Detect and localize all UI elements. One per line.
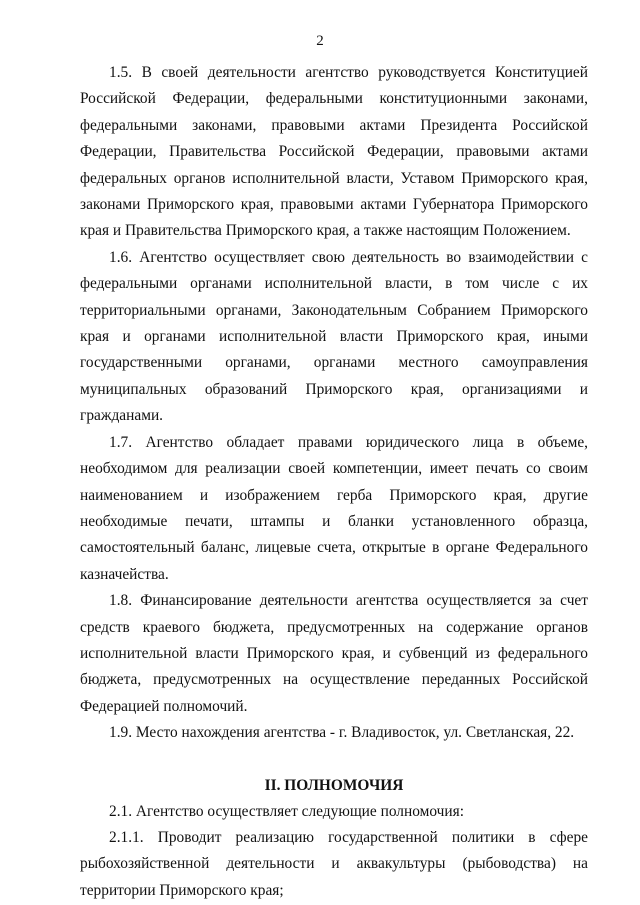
paragraph-1-7: 1.7. Агентство обладает правами юридического лица в объеме, необходимом для реализации своей компетенции, имеет печать со своим наименованием и изображением герба Приморского края, другие необходимые печати, штампы и бланки установленного образца, самостоятельный баланс, лицевые счета, открытые в органе Федерального казначейства. <box>80 433 588 583</box>
paragraph-1-5: 1.5. В своей деятельности агентство руководствуется Конституцией Российской Федерации, федеральными конституционными законами, федеральными законами, правовыми актами Президента Российской Федерации, Правительства Российской Федерации, правовыми актами федеральных органов исполнительной власти, Уставом Приморского края, законами Приморского края, правовыми актами Губернатора Приморского края и Правительства Приморского края, а также настоящим Положением. <box>80 64 588 240</box>
document-body <box>80 60 588 904</box>
paragraph-1-6: 1.6. Агентство осуществляет свою деятельность во взаимодействии с федеральными органами исполнительной власти, в том числе с их территориальными органами, Законодательным Собранием Приморского края и органами исполнительной власти Приморского края, иными государственными органами, органами местного самоуправления муниципальных образований Приморского края, организациями и гражданами. <box>80 248 588 425</box>
paragraph-1-9: 1.9. Место нахождения агентства - г. Владивосток, ул. Светланская, 22. <box>109 724 575 742</box>
paragraph-2-1: 2.1. Агентство осуществляет следующие полномочия: <box>109 802 464 820</box>
page-number: 2 <box>316 33 324 49</box>
section-heading: II. ПОЛНОМОЧИЯ <box>264 776 404 794</box>
paragraph-1-8: 1.8. Финансирование деятельности агентства осуществляется за счет средств краевого бюджета, предусмотренных на содержание органов исполнительной власти Приморского края, и субвенций из федерального бюджета, предусмотренных на осуществление переданных Российской Федерацией полномочий. <box>80 592 588 715</box>
paragraph-2-1-1: 2.1.1. Проводит реализацию государственной политики в сфере рыбохозяйственной деятельности и аквакультуры (рыбоводства) на территории Приморского края; <box>80 828 588 899</box>
